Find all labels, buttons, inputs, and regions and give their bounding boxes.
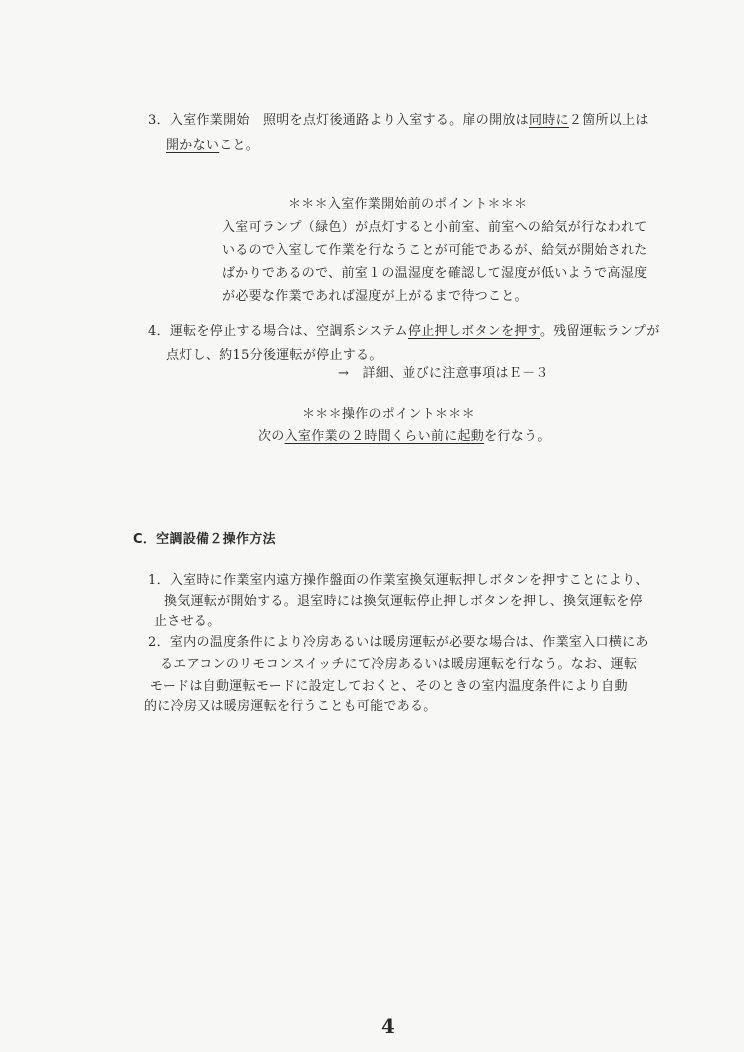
section3-text-b: ２箇所以上は: [568, 113, 649, 128]
section-c-line: モードは自動運転モードに設定しておくと、そのときの室内温度条件により自動: [150, 679, 628, 694]
section4-underline-stop-button: 停止押しボタンを押す: [407, 324, 540, 339]
section4-reference: → 詳細、並びに注意事項はＥ－３: [338, 366, 549, 381]
section3-underline-do-not-open: 開かない: [166, 138, 220, 153]
point1-line: ばかりであるので、前室１の温湿度を確認して湿度が低いようで高湿度: [222, 266, 648, 281]
section-c-line: 1．入室時に作業室内遠方操作盤面の作業室換気運転押しボタンを押すことにより、: [148, 573, 649, 588]
section4-text-a: 4．運転を停止する場合は、空調系システム: [148, 324, 408, 339]
point1-title: ＊＊＊入室作業開始前のポイント＊＊＊: [288, 197, 528, 212]
point2-title: ＊＊＊操作のポイント＊＊＊: [302, 407, 475, 422]
section-c-line: 2．室内の温度条件により冷房あるいは暖房運転が必要な場合は、作業室入口横にあ: [148, 635, 649, 650]
section3-text-c: こと。: [219, 138, 260, 153]
section-c-line: 換気運転が開始する。退室時には換気運転停止押しボタンを押し、換気運転を停: [164, 594, 643, 609]
section3-line2: [166, 139, 259, 152]
section3-line1: [148, 114, 649, 127]
section-c-heading: C．空調設備２操作方法: [133, 532, 276, 547]
point2-line: [258, 430, 551, 443]
section4-line2: 点灯し、約15分後運転が停止する。: [166, 348, 383, 363]
section-c-line: 止させる。: [154, 614, 221, 629]
section-c-line: 的に冷房又は暖房運転を行うことも可能である。: [144, 699, 437, 714]
section4-line1: [148, 325, 660, 338]
point1-line: が必要な作業であれば湿度が上がるまで待つこと。: [222, 289, 528, 304]
section3-underline-simultaneous: 同時に: [528, 113, 569, 128]
section-c-line: るエアコンのリモコンスイッチにて冷房あるいは暖房運転を行なう。なお、運転: [160, 657, 638, 672]
section4-text-b: 。残留運転ランプが: [539, 324, 660, 339]
point1-line: いるので入室して作業を行なうことが可能であるが、給気が開始された: [222, 243, 648, 258]
point2-underline-start-time: 入室作業の２時間くらい前に起動: [284, 429, 485, 444]
point2-text-b: を行なう。: [484, 429, 551, 444]
point1-line: 入室可ランプ（緑色）が点灯すると小前室、前室への給気が行なわれて: [222, 220, 648, 235]
section3-text-a: 3．入室作業開始 照明を点灯後通路より入室する。扉の開放は: [148, 113, 529, 128]
point2-text-a: 次の: [258, 429, 285, 444]
page-number: 4: [381, 1014, 395, 1038]
